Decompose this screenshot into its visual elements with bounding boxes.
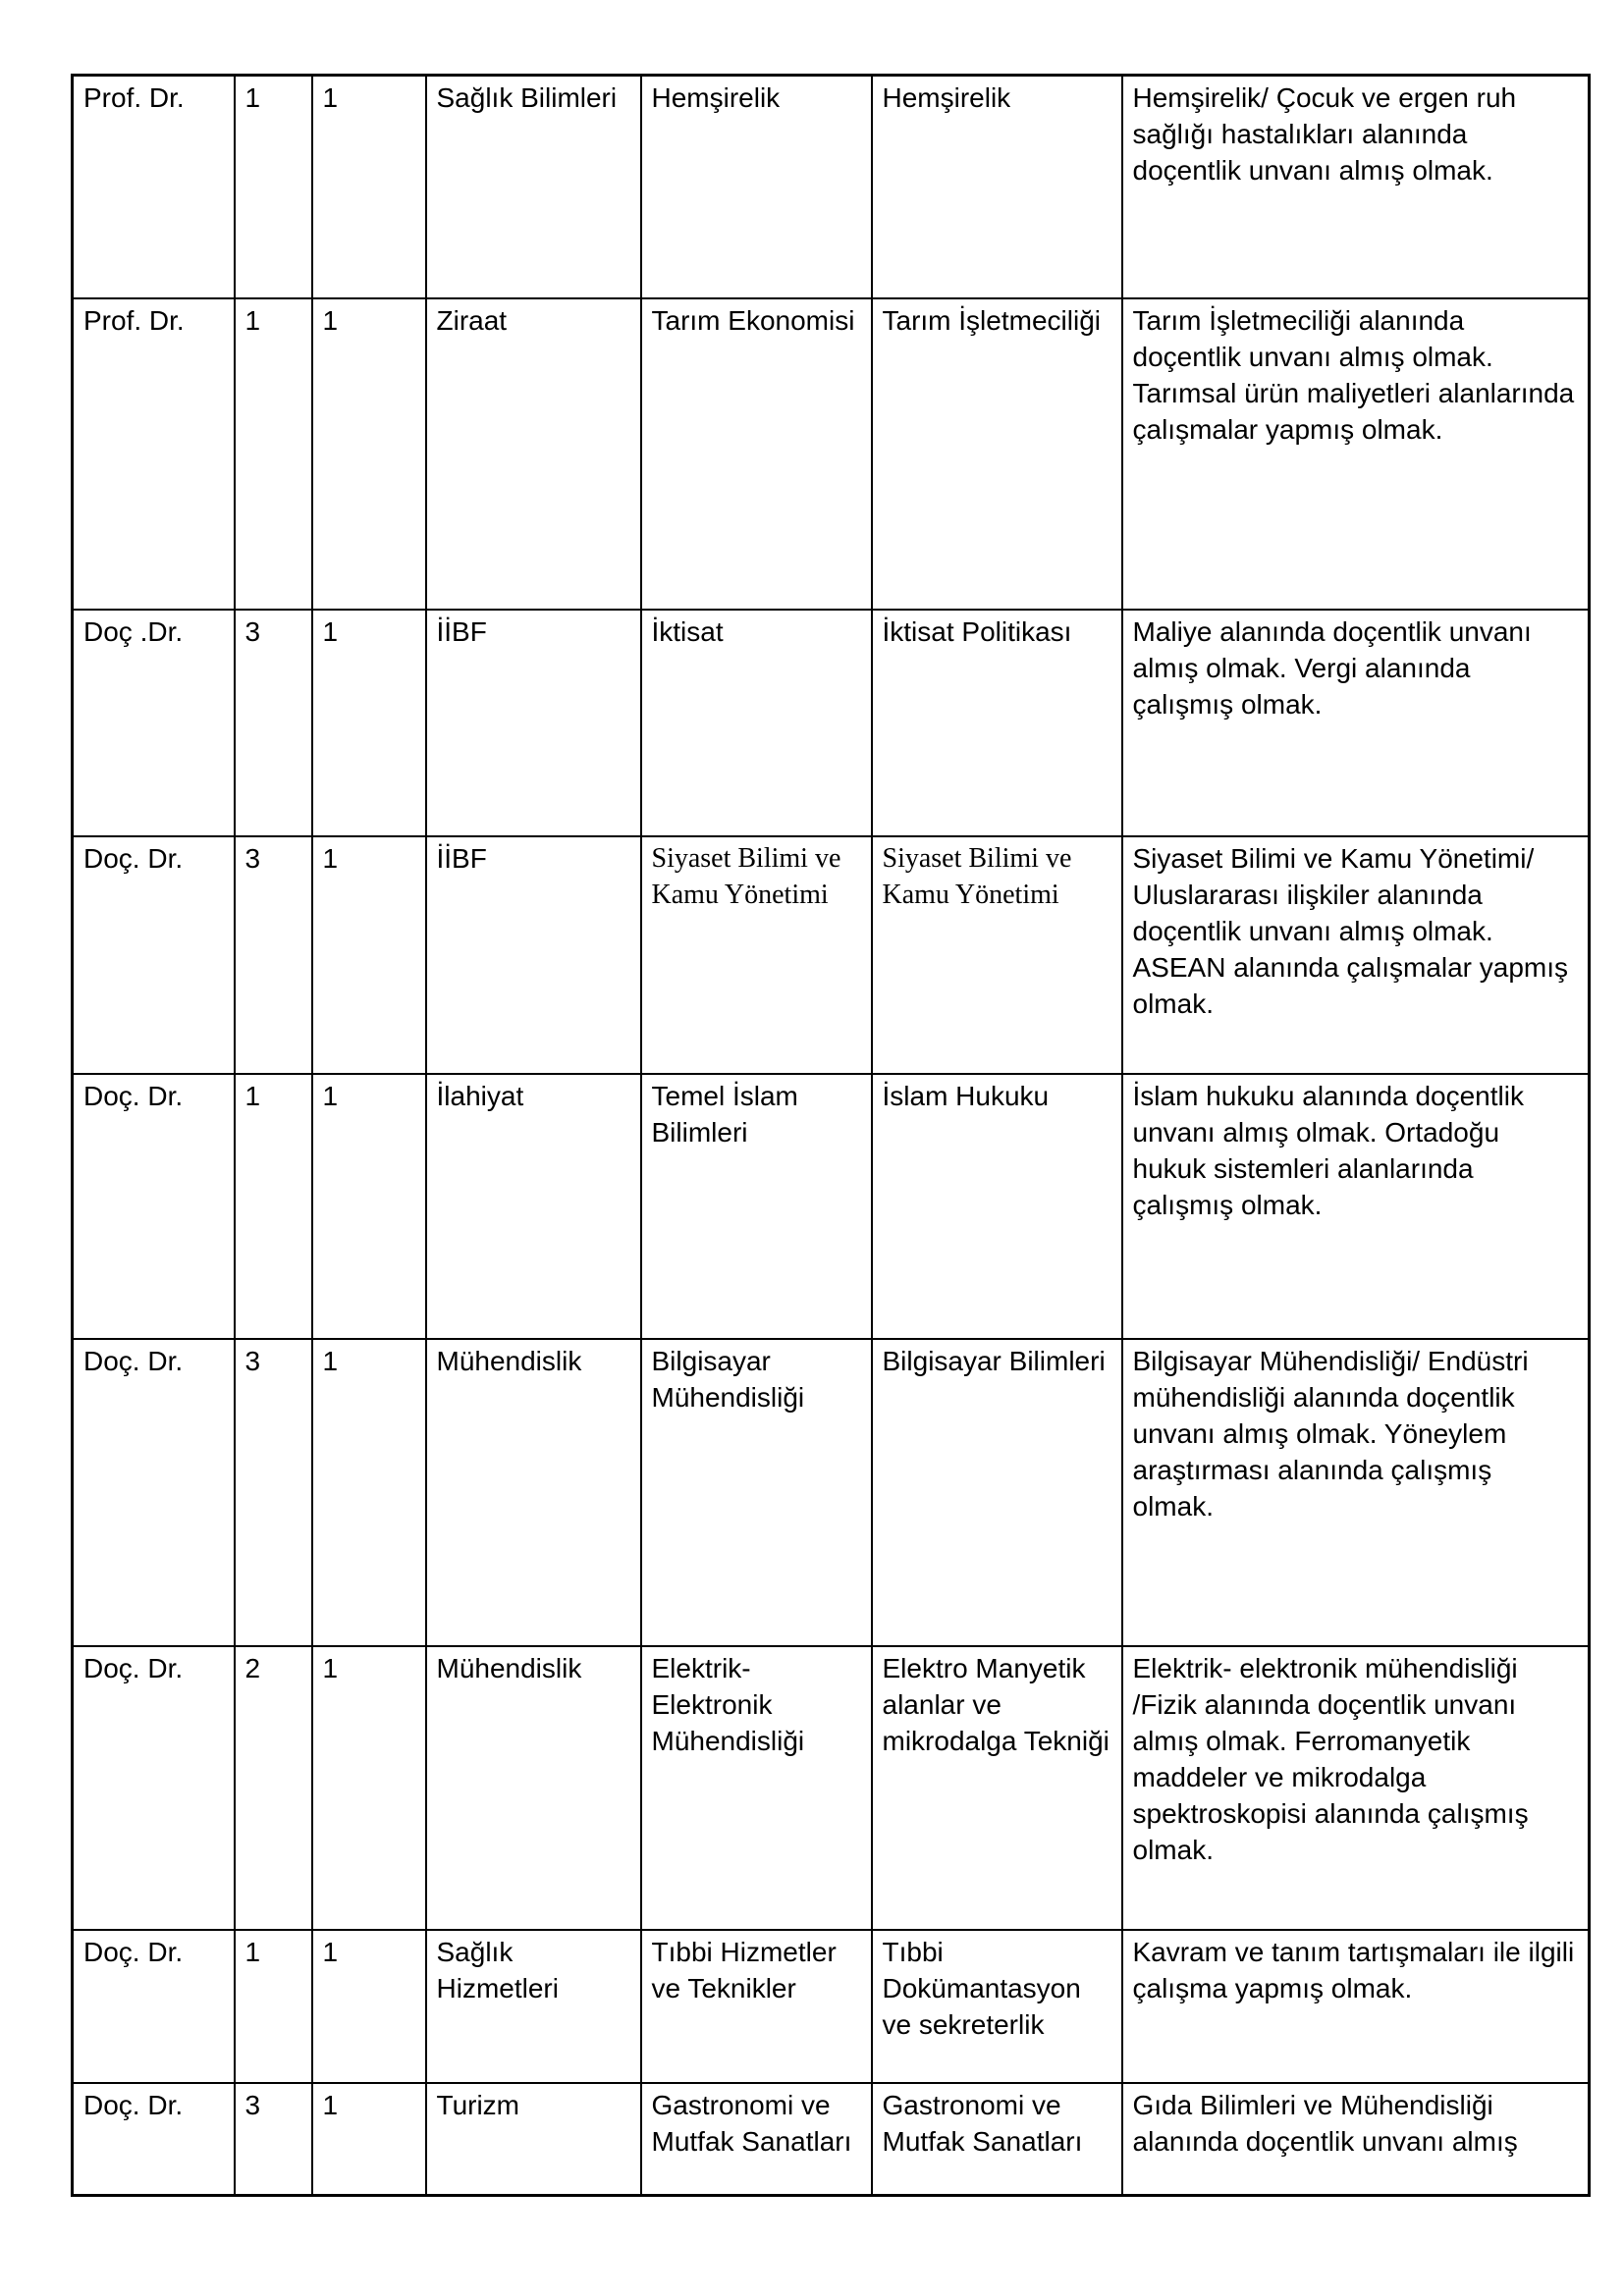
cell-position-count: 3 <box>235 2083 312 2196</box>
table-row <box>73 1646 1590 1930</box>
cell-department: Tıbbi Hizmetler ve Teknikler <box>641 1930 872 2083</box>
academic-positions-table <box>71 74 1591 2197</box>
cell-department: Hemşirelik <box>641 76 872 298</box>
cell-position-count: 1 <box>235 1074 312 1339</box>
cell-title: Doç. Dr. <box>73 2083 235 2196</box>
cell-field: Siyaset Bilimi ve Kamu Yönetimi <box>872 836 1122 1074</box>
cell-degree: 1 <box>312 836 426 1074</box>
table-row <box>73 1339 1590 1646</box>
cell-degree: 1 <box>312 1339 426 1646</box>
cell-field: Hemşirelik <box>872 76 1122 298</box>
cell-position-count: 1 <box>235 1930 312 2083</box>
cell-faculty: Ziraat <box>426 298 641 610</box>
cell-field: Bilgisayar Bilimleri <box>872 1339 1122 1646</box>
cell-requirements: Bilgisayar Mühendisliği/ Endüstri mühendisliği alanında doçentlik unvanı almış olmak. Yöneylem araştırması alanında çalışmış olmak. <box>1122 1339 1590 1646</box>
cell-faculty: Mühendislik <box>426 1339 641 1646</box>
cell-title: Prof. Dr. <box>73 76 235 298</box>
cell-field: Tıbbi Dokümantasyon ve sekreterlik <box>872 1930 1122 2083</box>
cell-requirements: Hemşirelik/ Çocuk ve ergen ruh sağlığı hastalıkları alanında doçentlik unvanı almış olmak. <box>1122 76 1590 298</box>
table-row <box>73 1930 1590 2083</box>
cell-title: Prof. Dr. <box>73 298 235 610</box>
table-row <box>73 836 1590 1074</box>
cell-department: Gastronomi ve Mutfak Sanatları <box>641 2083 872 2196</box>
cell-title: Doç .Dr. <box>73 610 235 836</box>
table-row <box>73 76 1590 298</box>
cell-requirements: Kavram ve tanım tartışmaları ile ilgili çalışma yapmış olmak. <box>1122 1930 1590 2083</box>
cell-requirements: Tarım İşletmeciliği alanında doçentlik unvanı almış olmak. Tarımsal ürün maliyetleri alanlarında çalışmalar yapmış olmak. <box>1122 298 1590 610</box>
table-row <box>73 1074 1590 1339</box>
cell-faculty: İlahiyat <box>426 1074 641 1339</box>
cell-field: Gastronomi ve Mutfak Sanatları <box>872 2083 1122 2196</box>
cell-position-count: 3 <box>235 836 312 1074</box>
cell-position-count: 3 <box>235 1339 312 1646</box>
cell-position-count: 1 <box>235 76 312 298</box>
cell-position-count: 3 <box>235 610 312 836</box>
cell-requirements: Siyaset Bilimi ve Kamu Yönetimi/ Uluslararası ilişkiler alanında doçentlik unvanı almış olmak. ASEAN alanında çalışmalar yapmış olmak. <box>1122 836 1590 1074</box>
cell-department: Temel İslam Bilimleri <box>641 1074 872 1339</box>
cell-field: Tarım İşletmeciliği <box>872 298 1122 610</box>
cell-degree: 1 <box>312 2083 426 2196</box>
table-row <box>73 298 1590 610</box>
cell-requirements: Gıda Bilimleri ve Mühendisliği alanında doçentlik unvanı almış <box>1122 2083 1590 2196</box>
cell-degree: 1 <box>312 610 426 836</box>
cell-position-count: 2 <box>235 1646 312 1930</box>
cell-requirements: İslam hukuku alanında doçentlik unvanı almış olmak. Ortadoğu hukuk sistemleri alanlarında çalışmış olmak. <box>1122 1074 1590 1339</box>
cell-department: Bilgisayar Mühendisliği <box>641 1339 872 1646</box>
cell-title: Doç. Dr. <box>73 1339 235 1646</box>
cell-field: İslam Hukuku <box>872 1074 1122 1339</box>
cell-degree: 1 <box>312 298 426 610</box>
table-row <box>73 2083 1590 2196</box>
cell-title: Doç. Dr. <box>73 1930 235 2083</box>
cell-degree: 1 <box>312 1074 426 1339</box>
cell-faculty: Sağlık Bilimleri <box>426 76 641 298</box>
cell-faculty: İİBF <box>426 836 641 1074</box>
cell-faculty: Mühendislik <box>426 1646 641 1930</box>
table-row <box>73 610 1590 836</box>
cell-faculty: Turizm <box>426 2083 641 2196</box>
cell-field: Elektro Manyetik alanlar ve mikrodalga Tekniği <box>872 1646 1122 1930</box>
cell-faculty: Sağlık Hizmetleri <box>426 1930 641 2083</box>
cell-department: Elektrik-Elektronik Mühendisliği <box>641 1646 872 1930</box>
cell-field: İktisat Politikası <box>872 610 1122 836</box>
table-body <box>73 76 1590 2196</box>
cell-requirements: Elektrik- elektronik mühendisliği /Fizik alanında doçentlik unvanı almış olmak. Ferromanyetik maddeler ve mikrodalga spektroskopisi alanında çalışmış olmak. <box>1122 1646 1590 1930</box>
cell-department: Siyaset Bilimi ve Kamu Yönetimi <box>641 836 872 1074</box>
cell-title: Doç. Dr. <box>73 1074 235 1339</box>
cell-position-count: 1 <box>235 298 312 610</box>
cell-department: İktisat <box>641 610 872 836</box>
cell-degree: 1 <box>312 76 426 298</box>
cell-faculty: İİBF <box>426 610 641 836</box>
cell-requirements: Maliye alanında doçentlik unvanı almış olmak. Vergi alanında çalışmış olmak. <box>1122 610 1590 836</box>
cell-degree: 1 <box>312 1646 426 1930</box>
cell-department: Tarım Ekonomisi <box>641 298 872 610</box>
cell-title: Doç. Dr. <box>73 836 235 1074</box>
cell-title: Doç. Dr. <box>73 1646 235 1930</box>
cell-degree: 1 <box>312 1930 426 2083</box>
